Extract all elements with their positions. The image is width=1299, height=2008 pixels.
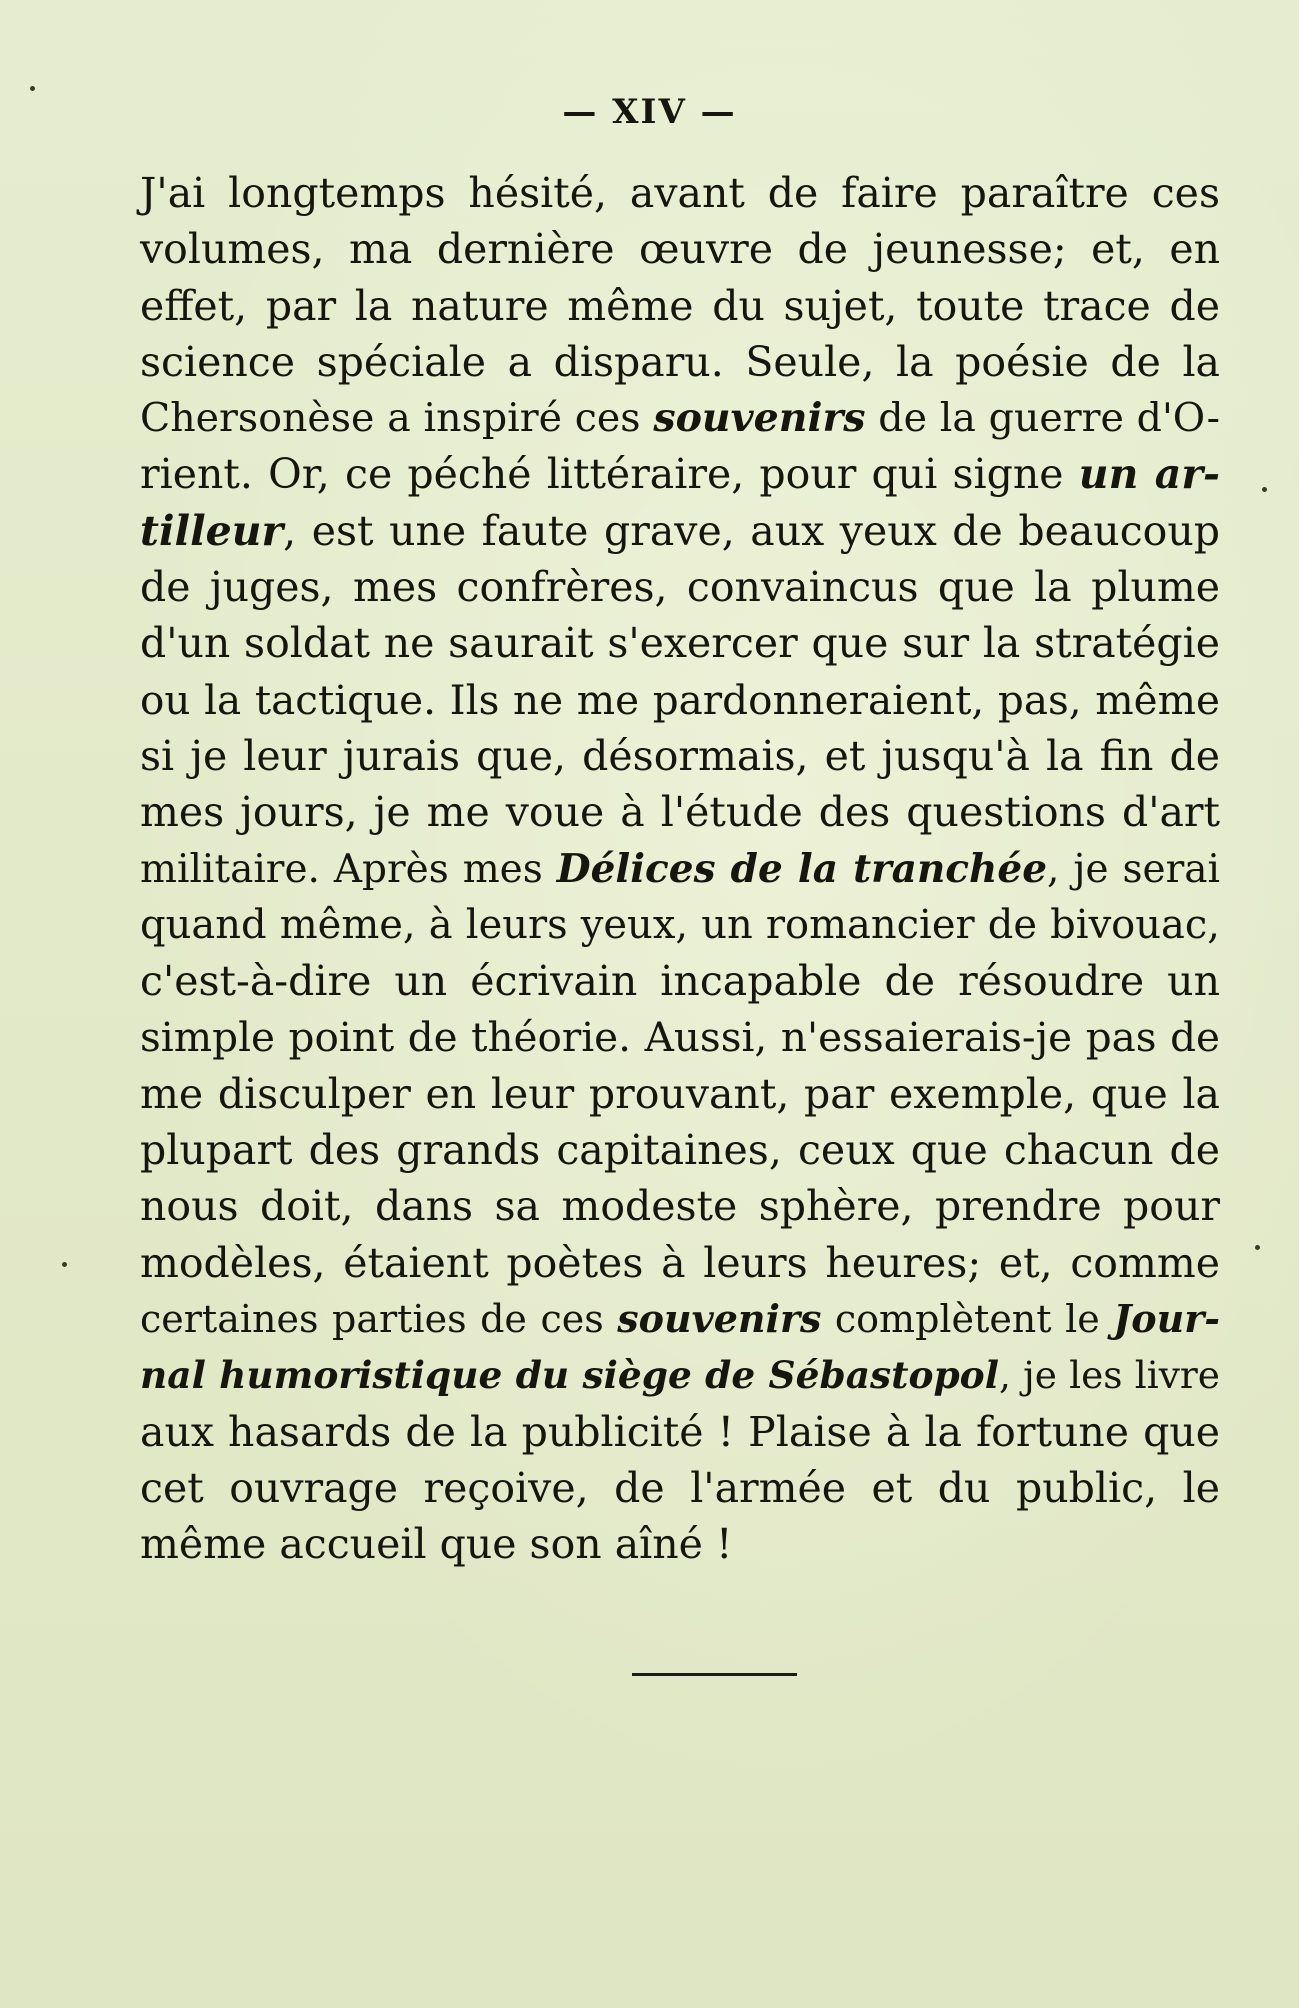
text-line	[140, 841, 1220, 897]
text-run: c'est-à-dire un écrivain incapable de résoudre un	[140, 957, 1220, 1006]
text-run: modèles, étaient poètes à leurs heures; et, comme	[140, 1238, 1220, 1287]
italic-run: souvenirs	[653, 395, 866, 442]
text-line	[140, 953, 1220, 1009]
text-line	[140, 728, 1220, 784]
text-run: simple point de théorie. Aussi, n'essaierais-je pas de	[140, 1013, 1220, 1062]
text-run: , je serai	[1047, 846, 1220, 892]
text-run: Chersonèse a inspiré ces	[140, 395, 654, 442]
text-line	[140, 446, 1220, 502]
text-line	[140, 1235, 1220, 1291]
text-run: militaire. Après mes	[140, 846, 557, 892]
text-line	[140, 221, 1220, 277]
text-run: certaines parties de ces	[140, 1296, 618, 1341]
text-run: me disculper en leur prouvant, par exemple, que la	[140, 1069, 1220, 1118]
section-end-rule	[632, 1673, 797, 1676]
text-line	[140, 165, 1220, 221]
paper-speck	[62, 1262, 67, 1267]
text-run: si je leur jurais que, désormais, et jusqu'à la fin de	[140, 731, 1220, 780]
text-run: rient. Or, ce péché littéraire, pour qui signe	[140, 450, 1079, 499]
text-run: de la guerre d'O-	[865, 395, 1220, 442]
text-run: , je les livre	[998, 1353, 1220, 1398]
text-line	[140, 1066, 1220, 1122]
text-run: quand même, à leurs yeux, un romancier de bivouac,	[140, 901, 1220, 948]
text-line	[140, 1009, 1220, 1065]
text-run: de juges, mes confrères, convaincus que la plume	[140, 563, 1220, 612]
paper-speck	[1262, 487, 1267, 492]
italic-run: nal humoristique du siège de Sébastopol	[140, 1353, 999, 1398]
text-line	[140, 334, 1220, 390]
text-run: plupart des grands capitaines, ceux que chacun de	[140, 1126, 1220, 1175]
text-run: volumes, ma dernière œuvre de jeunesse; et, en	[140, 225, 1220, 274]
paper-speck	[1255, 1245, 1260, 1250]
text-line	[140, 672, 1220, 728]
text-line	[140, 278, 1220, 334]
text-run: mes jours, je me voue à l'étude des questions d'art	[140, 788, 1220, 837]
page-number: — XIV —	[562, 92, 737, 132]
italic-run: Jour-	[1113, 1295, 1221, 1341]
text-line	[140, 503, 1220, 559]
text-line	[140, 1404, 1220, 1460]
text-line	[140, 784, 1220, 840]
text-line	[140, 559, 1220, 615]
text-run: aux hasards de la publicité ! Plaise à la fortune que	[140, 1407, 1220, 1456]
text-line	[140, 1122, 1220, 1178]
text-run: ou la tactique. Ils ne me pardonneraient, pas, même	[140, 675, 1220, 724]
italic-run: Délices de la tranchée	[556, 845, 1048, 892]
italic-run: souvenirs	[617, 1295, 822, 1341]
text-run: effet, par la nature même du sujet, toute trace de	[140, 281, 1220, 330]
text-run: même accueil que son aîné !	[140, 1520, 733, 1569]
body-text	[140, 165, 1220, 1572]
text-run: , est une faute grave, aux yeux de beaucoup	[283, 506, 1220, 555]
italic-run: tilleur	[140, 506, 284, 555]
text-line	[140, 1347, 1220, 1403]
text-line	[140, 1516, 1220, 1572]
italic-run: un ar-	[1078, 450, 1220, 499]
text-line	[140, 615, 1220, 671]
text-line	[140, 1291, 1220, 1347]
text-run: science spéciale a disparu. Seule, la poésie de la	[140, 337, 1220, 386]
text-line	[140, 390, 1220, 446]
text-run: cet ouvrage reçoive, de l'armée et du public, le	[140, 1463, 1220, 1512]
text-line	[140, 1460, 1220, 1516]
paper-speck	[30, 86, 35, 91]
text-line	[140, 1178, 1220, 1234]
text-run: J'ai longtemps hésité, avant de faire paraître ces	[140, 169, 1220, 217]
text-run: d'un soldat ne saurait s'exercer que sur la stratégie	[140, 619, 1220, 668]
text-run: complètent le	[821, 1296, 1114, 1341]
text-run: nous doit, dans sa modeste sphère, prendre pour	[140, 1182, 1220, 1231]
text-line	[140, 897, 1220, 953]
